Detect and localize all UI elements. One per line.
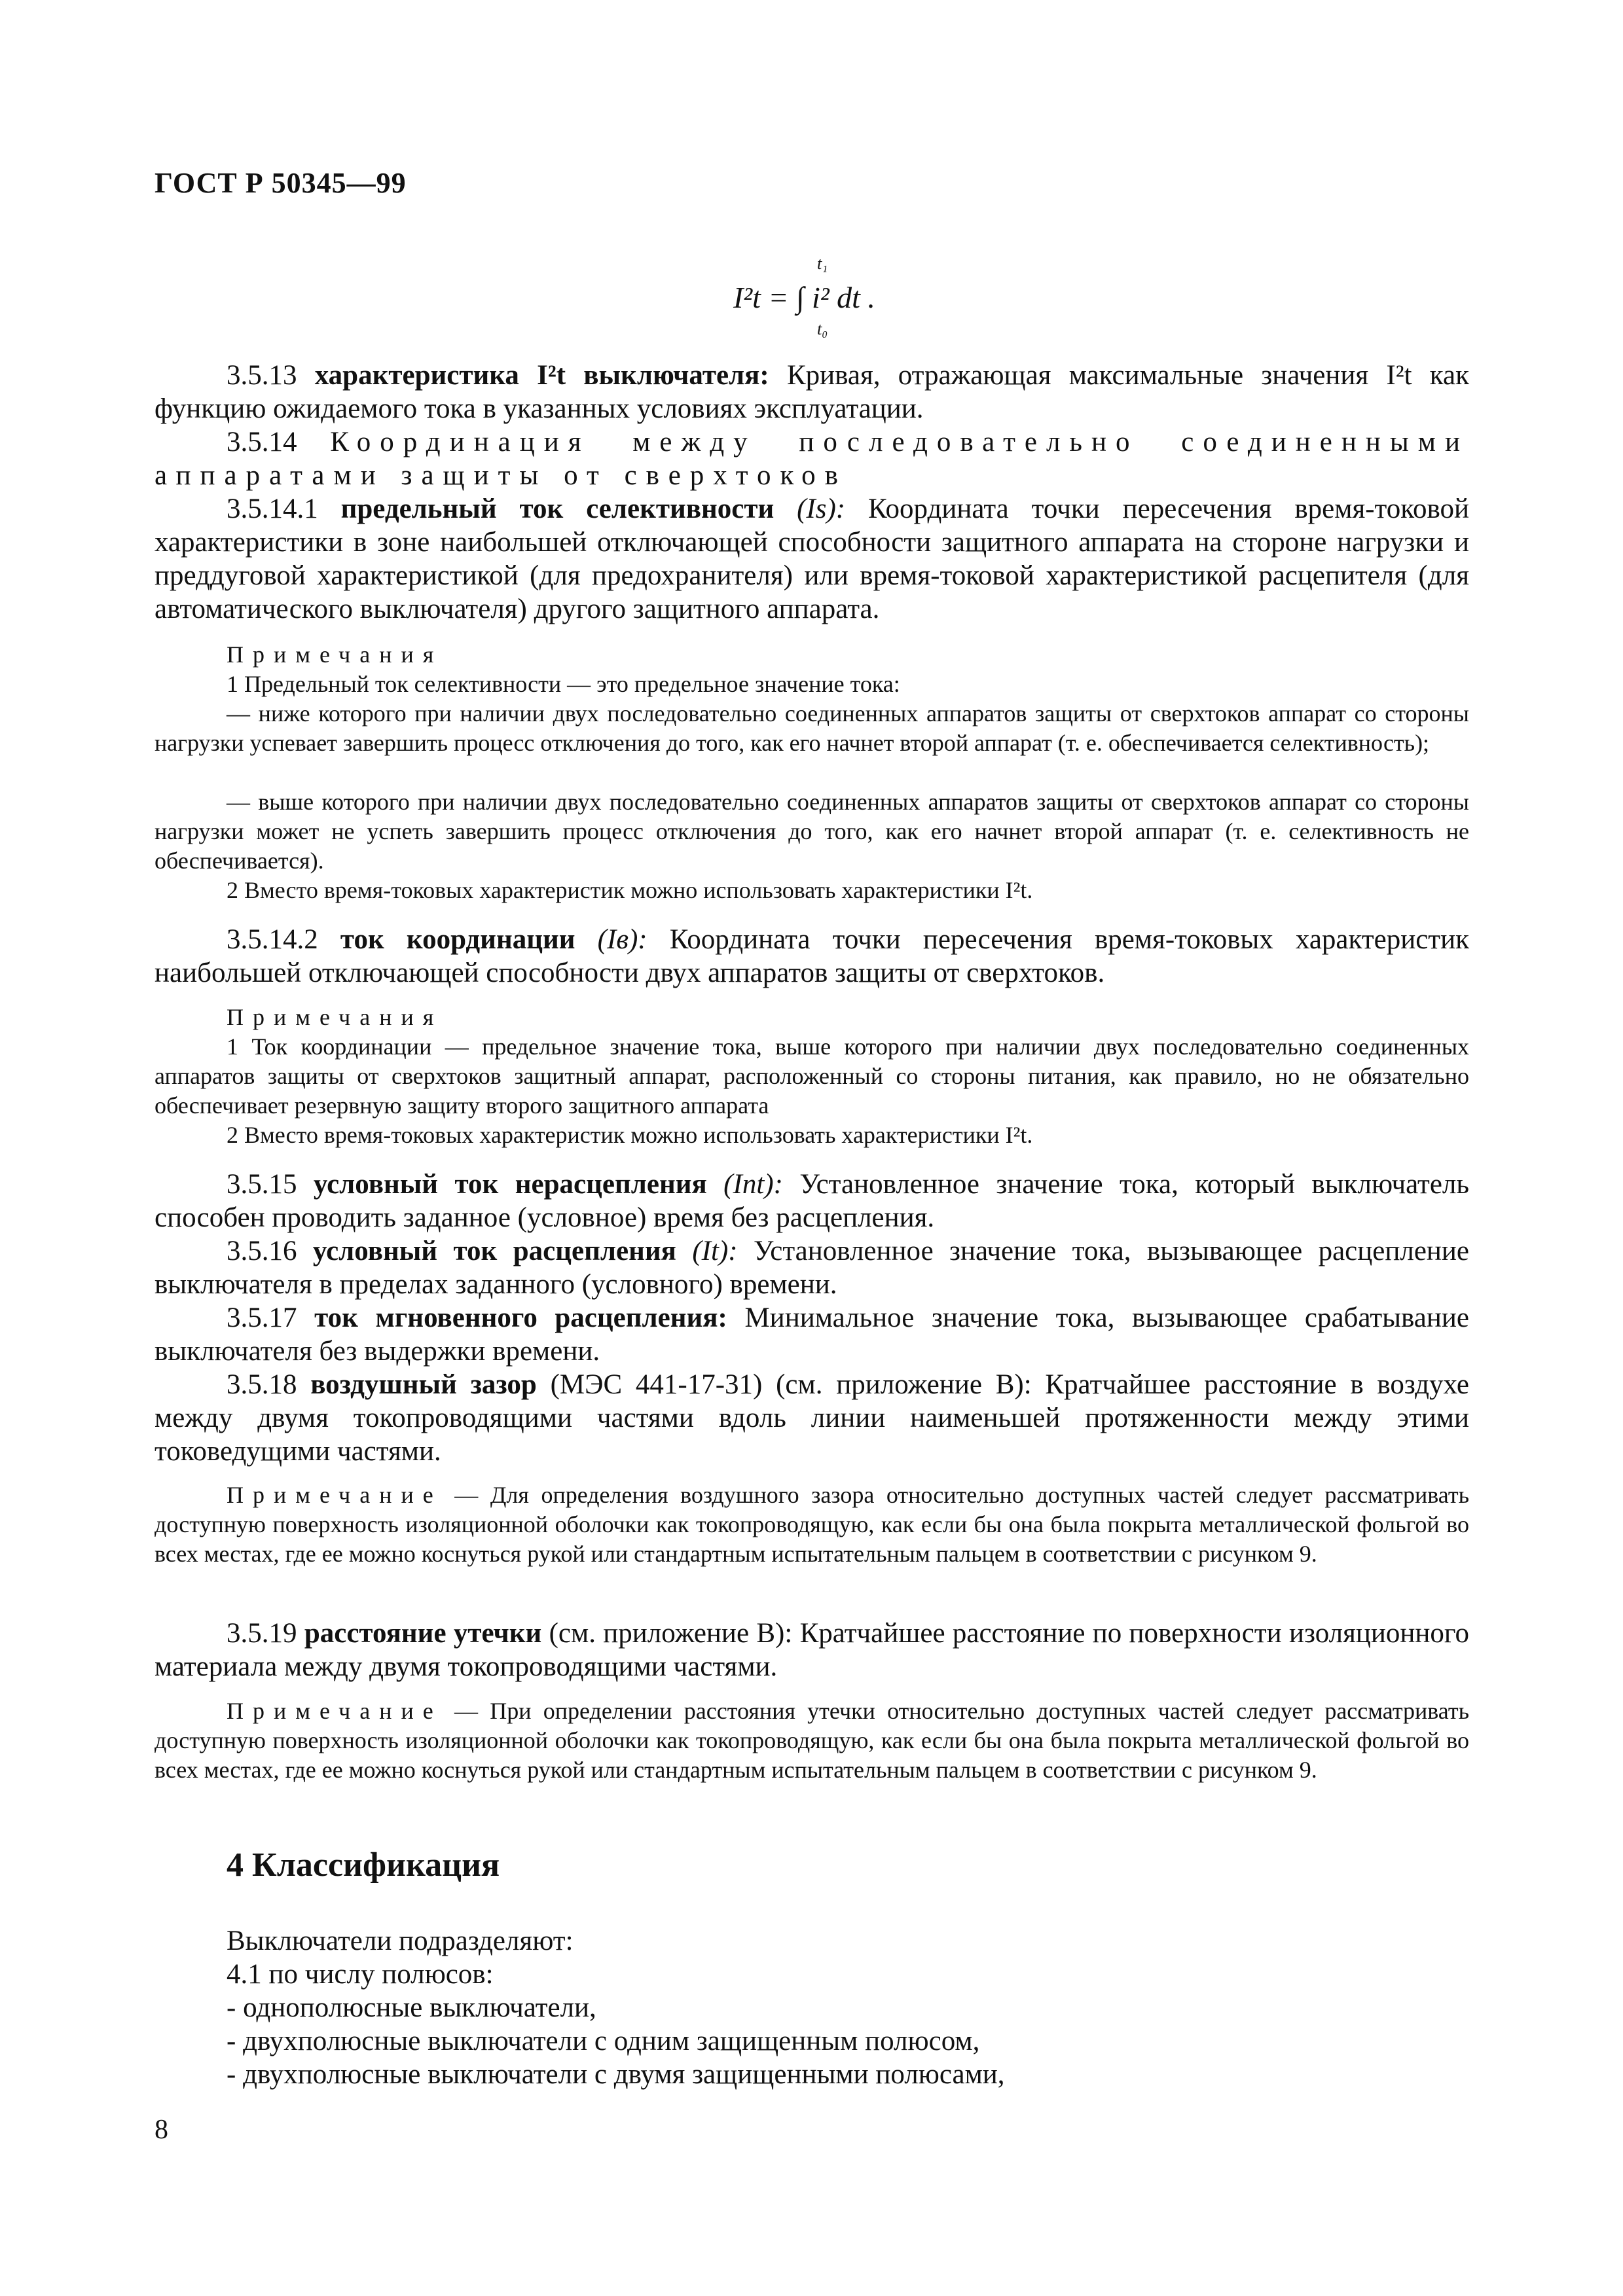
clause-term: условный ток нерасцепления (313, 1169, 707, 1200)
note-3-5-19 (155, 1696, 1469, 1785)
clause-number: 3.5.13 (227, 360, 315, 391)
note-item: — ниже которого при наличии двух последовательно соединенных аппаратов защиты от сверхтоков аппарат со стороны нагрузки успевает завершить процесс отключения до того, как его начнет второй аппарат (т. е. обеспечивается селективность); (155, 700, 1469, 756)
list-item: - двухполюсные выключатели с одним защищенным полюсом, (227, 2026, 980, 2056)
clause-number: 3.5.18 (227, 1369, 311, 1400)
note-item: 2 Вместо время-токовых характеристик можно использовать характеристики I²t. (227, 877, 1033, 903)
notes-title: Примечания (227, 1004, 443, 1030)
note-item: 2 Вместо время-токовых характеристик можно использовать характеристики I²t. (227, 1122, 1033, 1148)
note-label: Примечание (227, 1698, 443, 1724)
clause-3-5-13 (155, 359, 1469, 425)
note-text: — При определении расстояния утечки относительно доступных частей следует рассматривать доступную поверхность изоляционной оболочки как токопроводящую, как если бы она была покрыта металлической фольгой во всех местах, где ее можно коснуться рукой или стандартным испытательным пальцем в соответствии с рисунком 9. (155, 1698, 1469, 1783)
clause-3-5-15 (155, 1168, 1469, 1234)
clause-text: Координата точки пересечения время-токовой характеристики в зоне наибольшей отключающей способности защитного аппарата на стороне нагрузки и преддуговой характеристикой (для предохранителя) или время-токовой характеристикой расцепителя (для автоматического выключателя) другого защитного аппарата. (155, 493, 1469, 624)
clause-3-5-14-2 (155, 923, 1469, 990)
integral-lower-limit: t₀ (817, 319, 828, 338)
clause-text: Минимальное значение тока, вызывающее срабатывание выключателя без выдержки времени. (155, 1302, 1469, 1367)
list-item: - однополюсные выключатели, (227, 1992, 596, 2023)
clause-3-5-16 (155, 1234, 1469, 1301)
note-item: — выше которого при наличии двух последовательно соединенных аппаратов защиты от сверхтоков аппарат со стороны нагрузки может не успеть завершить процесс отключения до того, как его начнет второй аппарат (т. е. селективность не обеспечивается). (155, 789, 1469, 874)
clause-3-5-18 (155, 1368, 1469, 1468)
formula-i2t (720, 249, 917, 347)
clause-symbol: (Is): (774, 493, 846, 524)
formula-integrand: i² dt . (812, 281, 875, 314)
integral-upper-limit: t₁ (817, 254, 828, 273)
clause-text: Установленное значение тока, вызывающее расцепление выключателя в пределах заданного (условного) времени. (155, 1236, 1470, 1300)
clause-term: расстояние утечки (304, 1618, 542, 1649)
clause-symbol: (It): (676, 1236, 738, 1266)
clause-number: 3.5.19 (227, 1618, 304, 1649)
clause-text: Кривая, отражающая максимальные значения I²t как функцию ожидаемого тока в указанных условиях эксплуатации. (155, 360, 1469, 424)
clause-term: Координация между последовательно соединенными аппаратами защиты от сверхтоков (155, 427, 1469, 491)
clause-term: ток мгновенного расцепления: (314, 1302, 727, 1333)
clause-text: Координата точки пересечения время-токовых характеристик наибольшей отключающей способности двух аппаратов защиты от сверхтоков. (155, 924, 1469, 988)
note-label: Примечание (227, 1482, 443, 1508)
clause-term: условный ток расцепления (312, 1236, 676, 1266)
clause-number: 3.5.17 (227, 1302, 315, 1333)
clause-text: (см. приложение В): Кратчайшее расстояние по поверхности изоляционного материала между двумя токопроводящими частями. (155, 1618, 1470, 1682)
clause-number: 3.5.16 (227, 1236, 313, 1266)
note-item: 1 Ток координации — предельное значение тока, выше которого при наличии двух последовательно соединенных аппаратов защиты от сверхтоков защитный аппарат, расположенный со стороны питания, как правило, но не обязательно обеспечивает резервную защиту второго защитного аппарата (155, 1033, 1469, 1119)
section-4-intro: Выключатели подразделяют: (227, 1926, 574, 1956)
note-item: 1 Предельный ток селективности — это предельное значение тока: (227, 671, 900, 697)
formula-expression: I²t = ∫ i² dt . (733, 281, 875, 314)
note-text: — Для определения воздушного зазора относительно доступных частей следует рассматривать доступную поверхность изоляционной оболочки как токопроводящую, как если бы она была покрыта металлической фольгой во всех местах, где ее можно коснуться рукой или стандартным испытательным пальцем в соответствии с рисунком 9. (155, 1482, 1469, 1567)
clause-number: 3.5.14 (227, 427, 331, 457)
clause-number: 3.5.15 (227, 1169, 314, 1200)
clause-3-5-17 (155, 1301, 1469, 1368)
item-4-1: 4.1 по числу полюсов: (227, 1959, 494, 1990)
clause-term: ток координации (340, 924, 575, 955)
clause-text: Установленное значение тока, который выключатель способен проводить заданное (условное) время без расцепления. (155, 1169, 1469, 1233)
page-number: 8 (155, 2115, 168, 2145)
clause-term: воздушный зазор (310, 1369, 537, 1400)
clause-number: 3.5.14.2 (227, 924, 340, 955)
clause-term: характеристика I²t выключателя: (314, 360, 769, 391)
section-4-title: 4 Классификация (227, 1846, 500, 1884)
list-item: - двухполюсные выключатели с двумя защищенными полюсами, (227, 2059, 1005, 2090)
clause-3-5-14 (155, 425, 1469, 492)
note-3-5-18 (155, 1480, 1469, 1569)
clause-symbol: (Iв): (575, 924, 647, 955)
clause-term: предельный ток селективности (340, 493, 775, 524)
clause-symbol: (Int): (706, 1169, 783, 1200)
notes-title: Примечания (227, 641, 443, 668)
clause-3-5-19 (155, 1617, 1469, 1683)
document-header: ГОСТ Р 50345—99 (155, 167, 407, 199)
clause-number: 3.5.14.1 (227, 493, 341, 524)
clause-3-5-14-1 (155, 492, 1469, 626)
clause-text: (МЭС 441-17-31) (см. приложение В): Кратчайшее расстояние в воздухе между двумя токопроводящими частями вдоль линии наименьшей протяженности между этими токоведущими частями. (155, 1369, 1470, 1467)
formula-lhs: I²t = (733, 281, 789, 314)
